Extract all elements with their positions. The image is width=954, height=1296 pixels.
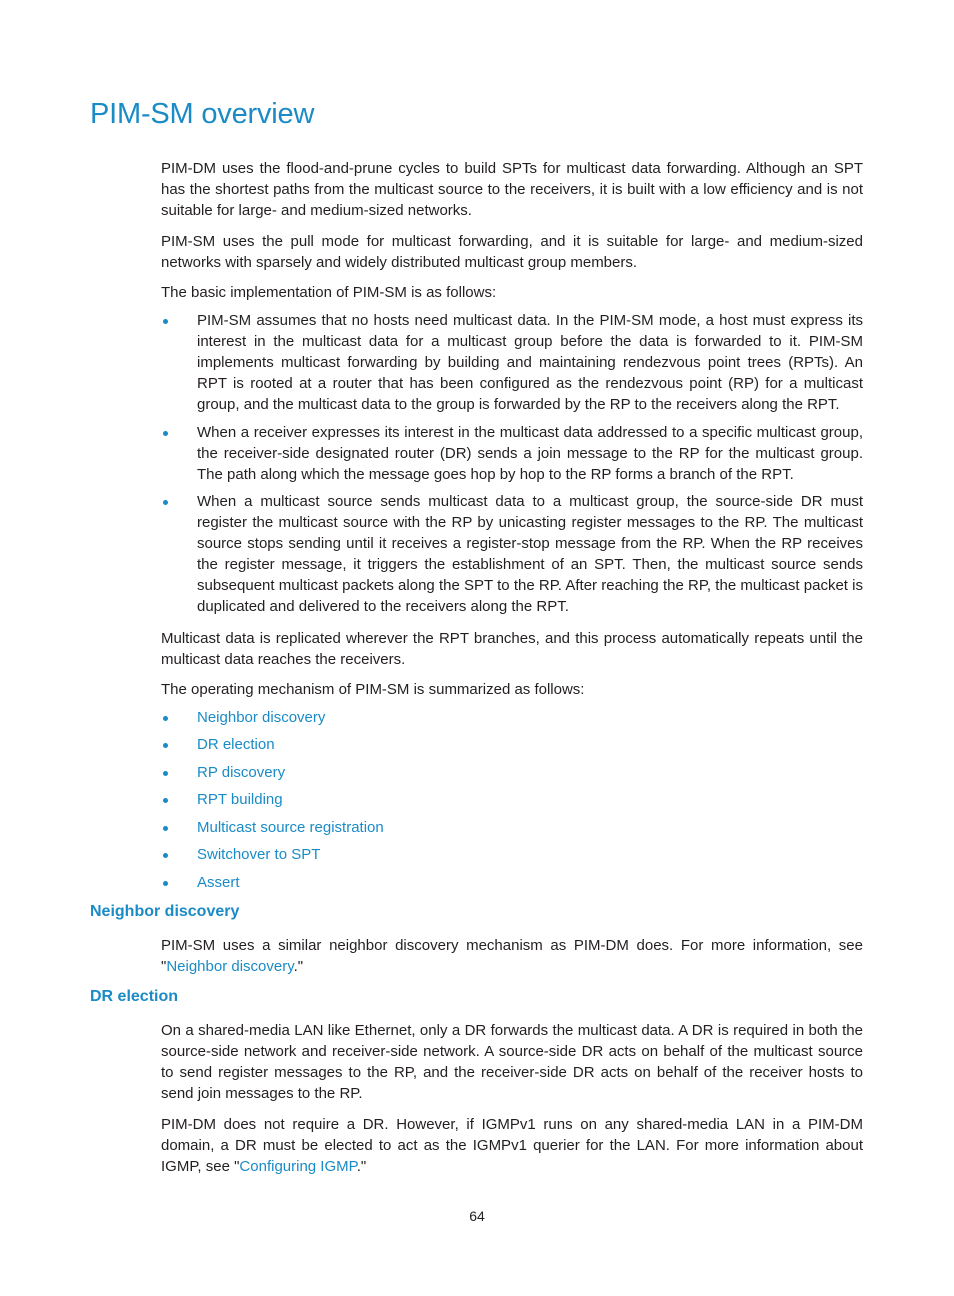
bullet-icon <box>163 431 168 436</box>
configuring-igmp-link[interactable]: Configuring IGMP <box>239 1158 357 1175</box>
mechanism-list-item <box>161 734 863 755</box>
implementation-bullet-text: When a receiver expresses its interest in the multicast data addressed to a specific multicast group, the receiver-side designated router (DR) sends a join message to the RP for the multicast group. The path along which the message goes hop by hop to the RP forms a branch of the RPT. <box>197 424 863 483</box>
section-heading-neighbor-discovery: Neighbor discovery <box>90 903 240 920</box>
implementation-bullet <box>161 491 863 617</box>
bullet-icon <box>163 853 168 858</box>
mechanism-list-item <box>161 789 863 810</box>
bullet-icon <box>163 743 168 748</box>
neighbor-discovery-text-before: PIM-SM uses a similar neighbor discovery mechanism as PIM-DM does. For more information, see " <box>161 937 863 975</box>
bullet-icon <box>163 319 168 324</box>
mechanism-intro-text: The operating mechanism of PIM-SM is summarized as follows: <box>161 681 585 698</box>
mechanism-list-item <box>161 872 863 893</box>
link-multicast-source-registration[interactable]: Multicast source registration <box>197 819 384 836</box>
neighbor-discovery-link[interactable]: Neighbor discovery <box>166 958 294 975</box>
dr-election-text-2-after: ." <box>356 1158 367 1175</box>
mechanism-list-item <box>161 844 863 865</box>
bullet-icon <box>163 771 168 776</box>
neighbor-discovery-text-after: ." <box>293 958 304 975</box>
intro-paragraph-3 <box>161 282 863 303</box>
implementation-bullet-text: When a multicast source sends multicast data to a multicast group, the source-side DR must register the multicast source with the RP by unicasting register messages to the RP. The multicast source stops sending until it receives a register-stop message from the RP. When the RP receives the register message, it triggers the establishment of an SPT. Then, the multicast source sends subsequent multicast packets along the SPT to the RP. After reaching the RP, the multicast packet is duplicated and delivered to the receivers along the RPT. <box>197 493 863 615</box>
replication-paragraph <box>161 628 863 670</box>
link-neighbor-discovery[interactable]: Neighbor discovery <box>197 709 326 726</box>
replication-text: Multicast data is replicated wherever the RPT branches, and this process automatically repeats until the multicast data reaches the receivers. <box>161 630 863 668</box>
dr-election-text-2-before: PIM-DM does not require a DR. However, if IGMPv1 runs on any shared-media LAN in a PIM-DM domain, a DR must be elected to act as the IGMPv1 querier for the LAN. For more information about IGMP, see " <box>161 1116 863 1175</box>
bullet-icon <box>163 881 168 886</box>
link-rpt-building[interactable]: RPT building <box>197 791 283 808</box>
intro-paragraph-2 <box>161 231 863 273</box>
link-dr-election[interactable]: DR election <box>197 736 275 753</box>
bullet-icon <box>163 500 168 505</box>
bullet-icon <box>163 716 168 721</box>
page-number: 64 <box>469 1208 485 1224</box>
bullet-icon <box>163 826 168 831</box>
implementation-bullet <box>161 422 863 485</box>
section-heading-dr-election: DR election <box>90 988 179 1005</box>
dr-election-text-2 <box>161 1114 863 1177</box>
mechanism-list-item <box>161 762 863 783</box>
mechanism-intro-paragraph <box>161 679 863 700</box>
implementation-bullet-text: PIM-SM assumes that no hosts need multicast data. In the PIM-SM mode, a host must express its interest in the multicast data for a multicast group before the data is forwarded to it. PIM-SM implements multicast forwarding by building and maintaining rendezvous point trees (RPTs). An RPT is rooted at a router that has been configured as the rendezvous point (RP) for a multicast group, and the multicast data to the group is forwarded by the RP to the receivers along the RPT. <box>197 312 863 413</box>
intro-paragraph-1 <box>161 158 863 221</box>
mechanism-list-item <box>161 707 863 728</box>
dr-election-paragraph-2 <box>161 1114 863 1177</box>
link-rp-discovery[interactable]: RP discovery <box>197 764 286 781</box>
bullet-icon <box>163 798 168 803</box>
neighbor-discovery-paragraph <box>161 935 863 977</box>
mechanism-list-item <box>161 817 863 838</box>
dr-election-paragraph-1 <box>161 1020 863 1104</box>
link-switchover-to-spt[interactable]: Switchover to SPT <box>197 846 321 863</box>
dr-election-text-1: On a shared-media LAN like Ethernet, only a DR forwards the multicast data. A DR is required in both the source-side network and receiver-side network. A source-side DR acts on behalf of the multicast source to send register messages to the RP, and the receiver-side DR acts on behalf of the receiver hosts to send join messages to the RP. <box>161 1022 863 1102</box>
neighbor-discovery-text <box>161 935 863 977</box>
intro-text-1: PIM-DM uses the flood-and-prune cycles to build SPTs for multicast data forwarding. Although an SPT has the shortest paths from the multicast source to the receivers, it is built with a low efficiency and is not suitable for large- and medium-sized networks. <box>161 160 863 219</box>
intro-text-2: PIM-SM uses the pull mode for multicast forwarding, and it is suitable for large- and medium-sized networks with sparsely and widely distributed multicast group members. <box>161 233 863 271</box>
intro-text-3: The basic implementation of PIM-SM is as follows: <box>161 284 497 301</box>
page-title: PIM-SM overview <box>90 98 315 130</box>
implementation-bullet <box>161 310 863 415</box>
link-assert[interactable]: Assert <box>197 874 240 891</box>
